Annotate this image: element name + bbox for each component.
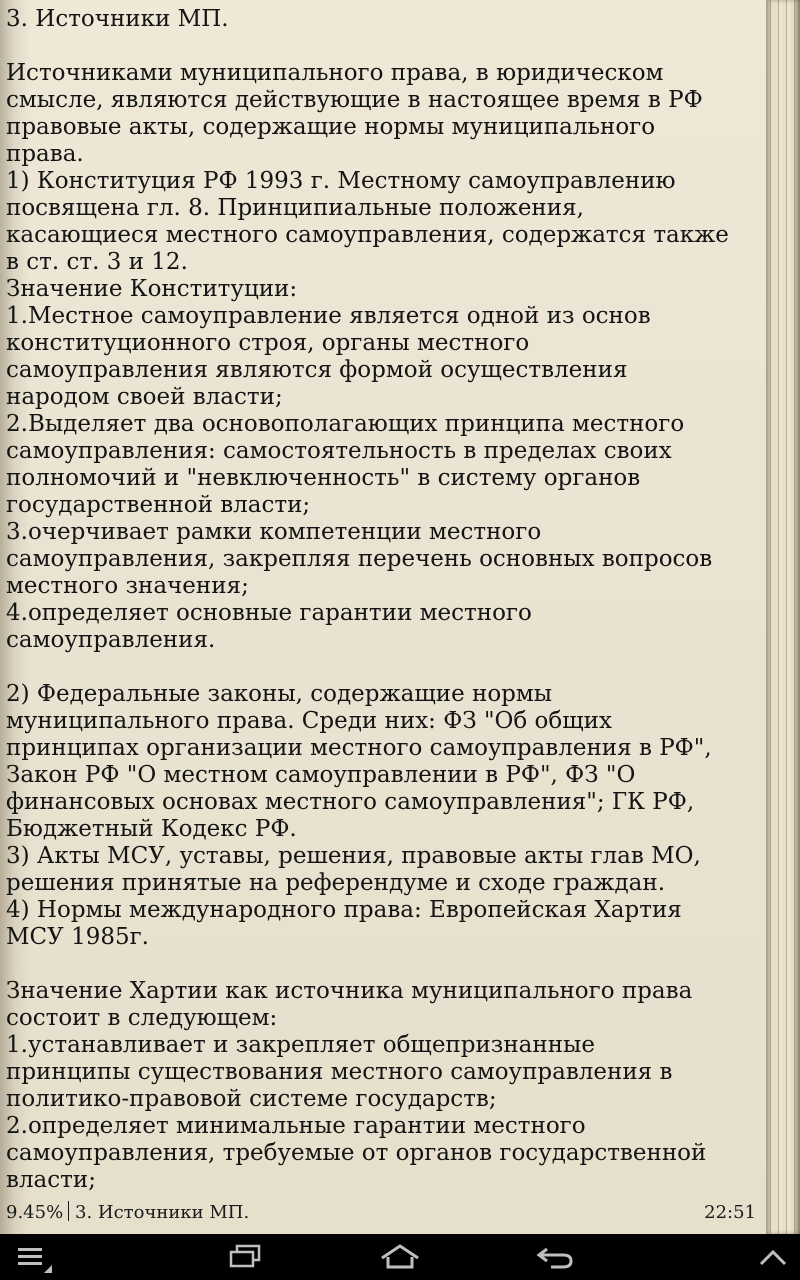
text-line: местного значения; — [6, 573, 249, 599]
text-line: решения принятые на референдуме и сходе граждан. — [6, 870, 666, 896]
text-line: самоуправления, требуемые от органов государственной — [6, 1140, 707, 1166]
text-line: 2) Федеральные законы, содержащие нормы — [6, 681, 553, 707]
text-line: Значение Конституции: — [6, 276, 298, 302]
recent-apps-button[interactable] — [215, 1234, 275, 1280]
blank-line — [6, 654, 762, 681]
text-line: 4.определяет основные гарантии местного — [6, 600, 532, 626]
status-separator — [68, 1201, 69, 1221]
text-line: Источниками муниципального права, в юридическом — [6, 60, 664, 86]
book-page-edges — [766, 0, 800, 1234]
menu-button[interactable] — [0, 1234, 60, 1280]
text-line: власти; — [6, 1167, 96, 1193]
clock: 22:51 — [704, 1202, 756, 1223]
text-line: Бюджетный Кодекс РФ. — [6, 816, 297, 842]
text-line: народом своей власти; — [6, 384, 283, 410]
recent-apps-icon — [223, 1242, 267, 1272]
text-line: Значение Хартии как источника муниципального права — [6, 978, 693, 1004]
text-line: полномочий и "невключенность" в систему органов — [6, 465, 641, 491]
current-chapter: 3. Источники МП. — [75, 1202, 250, 1223]
text-line: конституционного строя, органы местного — [6, 330, 530, 356]
text-line: 4) Нормы международного права: Европейская Хартия — [6, 897, 682, 923]
expand-button[interactable] — [745, 1234, 800, 1280]
reading-text — [6, 6, 762, 1194]
menu-icon — [8, 1239, 52, 1275]
text-line: смысле, являются действующие в настоящее время в РФ — [6, 87, 703, 113]
text-line: самоуправления. — [6, 627, 216, 653]
text-line: 3. Источники МП. — [6, 6, 229, 32]
reader-status-bar — [0, 1198, 766, 1228]
home-icon — [376, 1242, 424, 1272]
system-navigation-bar — [0, 1234, 800, 1280]
text-line: принципы существования местного самоуправления в — [6, 1059, 673, 1085]
text-line: самоуправления являются формой осуществления — [6, 357, 628, 383]
text-line: 2.определяет минимальные гарантии местного — [6, 1113, 586, 1139]
reading-progress: 9.45% — [6, 1202, 64, 1223]
back-icon — [533, 1242, 577, 1272]
text-line: Закон РФ "О местном самоуправлении в РФ", ФЗ "О — [6, 762, 636, 788]
text-line: 1) Конституция РФ 1993 г. Местному самоуправлению — [6, 168, 676, 194]
text-line: самоуправления: самостоятельность в пределах своих — [6, 438, 672, 464]
blank-line — [6, 951, 762, 978]
blank-line — [6, 33, 762, 60]
text-line: 1.устанавливает и закрепляет общепризнанные — [6, 1032, 595, 1058]
text-line: политико-правовой системе государств; — [6, 1086, 497, 1112]
text-line: посвящена гл. 8. Принципиальные положения, — [6, 195, 584, 221]
text-line: 3.очерчивает рамки компетенции местного — [6, 519, 542, 545]
text-line: 1.Местное самоуправление является одной из основ — [6, 303, 651, 329]
back-button[interactable] — [525, 1234, 585, 1280]
chevron-up-icon — [753, 1242, 793, 1272]
text-line: касающиеся местного самоуправления, содержатся также — [6, 222, 729, 248]
text-line: финансовых основах местного самоуправления"; ГК РФ, — [6, 789, 695, 815]
text-line: 3) Акты МСУ, уставы, решения, правовые акты глав МО, — [6, 843, 701, 869]
text-line: самоуправления, закрепляя перечень основных вопросов — [6, 546, 713, 572]
home-button[interactable] — [370, 1234, 430, 1280]
text-line: муниципального права. Среди них: ФЗ "Об общих — [6, 708, 612, 734]
text-line: МСУ 1985г. — [6, 924, 149, 950]
text-line: принципах организации местного самоуправления в РФ", — [6, 735, 712, 761]
text-line: правовые акты, содержащие нормы муниципального — [6, 114, 656, 140]
text-line: состоит в следующем: — [6, 1005, 278, 1031]
text-line: в ст. ст. 3 и 12. — [6, 249, 188, 275]
text-line: государственной власти; — [6, 492, 311, 518]
text-line: 2.Выделяет два основополагающих принципа местного — [6, 411, 685, 437]
text-line: права. — [6, 141, 84, 167]
